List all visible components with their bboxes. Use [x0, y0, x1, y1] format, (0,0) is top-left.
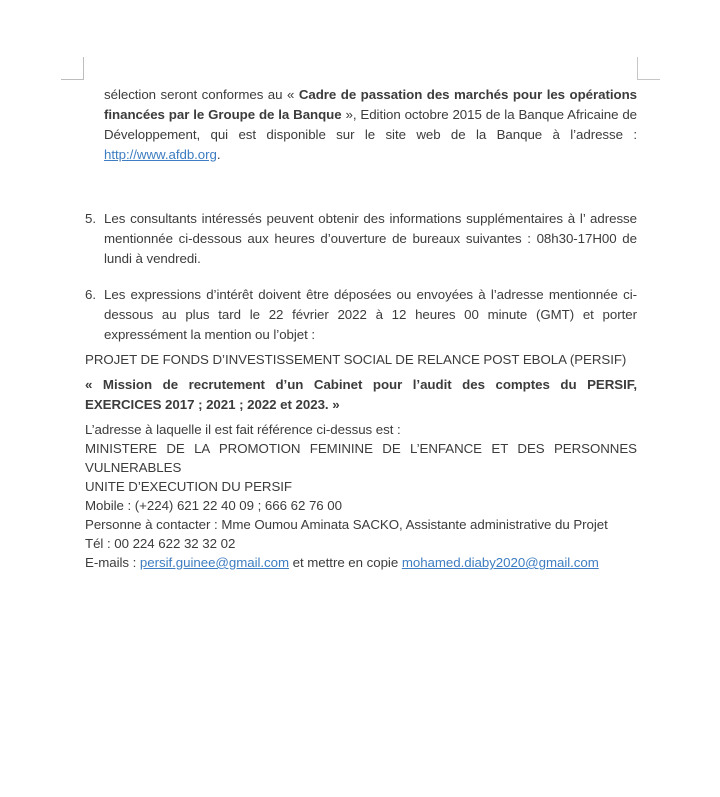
item-6-text: Les expressions d’intérêt doivent être déposées ou envoyées à l’adresse mentionnée ci-dessous au plus tard le 22 février 2022 à 12 heures 00 minute (GMT) et porter expressément la mention ou l’objet : — [104, 287, 637, 342]
document-text-area — [85, 85, 637, 572]
text-boundary-corner-mark-right — [637, 57, 660, 80]
item-6-number: 6. — [85, 287, 96, 302]
intro-paragraph-after-title: », Edition octobre 2015 de la Banque Africaine de Développement, qui est disponible sur le site web de la Banque à l’adresse : — [104, 107, 638, 142]
numbered-item-5 — [85, 209, 637, 269]
item-5-text: Les consultants intéressés peuvent obtenir des informations supplémentaires à l’ adresse mentionnée ci-dessous aux heures d’ouverture de bureaux suivantes : 08h30-17H00 de lundi à vendredi. — [104, 211, 637, 266]
intro-paragraph-closing: . — [216, 147, 221, 162]
email-link-primary[interactable]: persif.guinee@gmail.com — [139, 555, 289, 570]
mission-notice: « Mission de recrutement d’un Cabinet pour l’audit des comptes du PERSIF, EXERCICES 2017 ; 2021 ; 2022 et 2023. » — [85, 377, 637, 412]
emails-label: E-mails : — [85, 555, 140, 570]
procurement-framework-title: Cadre de passation des marchés pour les opérations financées par le Groupe de la Banque — [104, 87, 637, 122]
emails-line — [85, 553, 637, 572]
address-block — [85, 420, 637, 572]
afdb-website-link[interactable]: http://www.afdb.org — [104, 147, 217, 162]
emails-middle-text: et mettre en copie — [289, 555, 402, 570]
project-title-line: PROJET DE FONDS D’INVESTISSEMENT SOCIAL DE RELANCE POST EBOLA (PERSIF) — [85, 352, 627, 367]
intro-paragraph-lead: sélection seront conformes au « — [104, 87, 299, 102]
phone-number-line: Tél : 00 224 622 32 32 02 — [85, 536, 236, 551]
address-intro-line: L’adresse à laquelle il est fait référence ci-dessus est : — [85, 422, 401, 437]
text-boundary-corner-mark-left — [61, 57, 84, 80]
mobile-numbers-line: Mobile : (+224) 621 22 40 09 ; 666 62 76 00 — [85, 498, 342, 513]
intro-paragraph — [104, 85, 637, 165]
numbered-item-6 — [85, 285, 637, 345]
contact-person-line: Personne à contacter : Mme Oumou Aminata SACKO, Assistante administrative du Projet — [85, 517, 608, 532]
execution-unit-line: UNITE D’EXECUTION DU PERSIF — [85, 479, 292, 494]
item-5-number: 5. — [85, 211, 96, 226]
ministry-name-line: MINISTERE DE LA PROMOTION FEMININE DE L’ENFANCE ET DES PERSONNES VULNERABLES — [85, 441, 637, 475]
email-link-copy[interactable]: mohamed.diaby2020@gmail.com — [401, 555, 599, 570]
